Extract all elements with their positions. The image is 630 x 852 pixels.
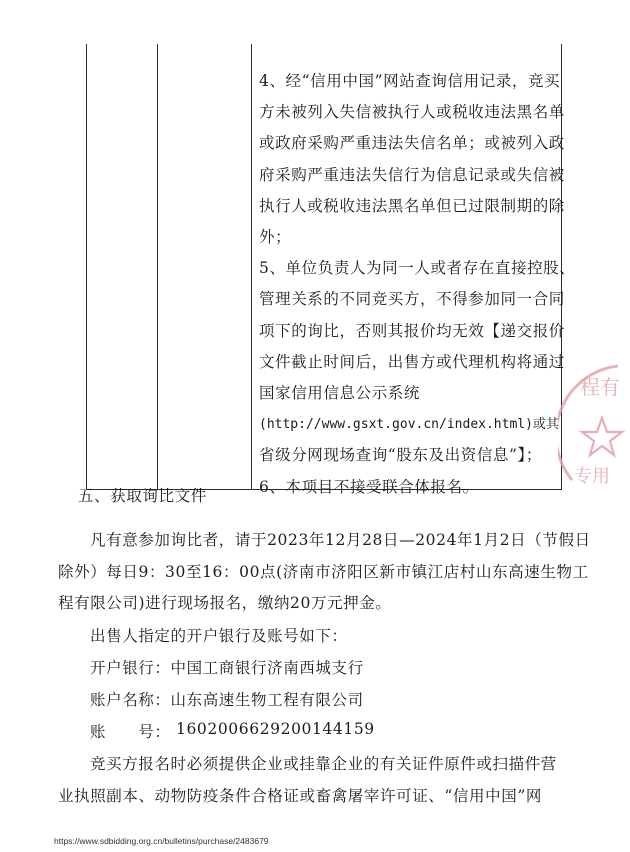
source-url: https://www.sdbidding.org.cn/bulletins/purchase/2483679 xyxy=(54,836,269,846)
bank-intro: 出售人指定的开户银行及账号如下： xyxy=(90,627,348,645)
table-column-divider xyxy=(251,44,252,489)
paragraph-line: 业执照副本、动物防疫条件合格证或畜禽屠宰许可证、“信用中国”网 xyxy=(58,787,542,805)
paragraph-line: 凡有意参加询比者，请于2023年12月28日—2024年1月2日（节假日 xyxy=(90,531,591,549)
requirements-cell xyxy=(259,66,576,503)
account-name-line: 账户名称：山东高速生物工程有限公司 xyxy=(90,691,364,709)
table-column-divider xyxy=(157,44,158,489)
company-seal xyxy=(558,360,630,500)
seal-text-top: 程有 xyxy=(580,375,620,399)
cell-line: 管理关系的不同竞买方，不得参加同一合同 xyxy=(259,290,565,309)
cell-line: 府采购严重违法失信行为信息记录或失信被 xyxy=(259,165,565,184)
cell-line: 6、本项目不接受联合体报名。 xyxy=(259,477,479,496)
bank-name-line: 开户银行：中国工商银行济南西城支行 xyxy=(90,659,364,677)
cell-line: 外； xyxy=(259,228,292,247)
seal-text-bottom: 专用 xyxy=(574,466,610,487)
cell-line-url: (http://www.gsxt.gov.cn/index.html)或其 xyxy=(259,417,559,433)
account-label: 账 号： xyxy=(90,723,171,741)
section-heading: 五、获取询比文件 xyxy=(78,487,207,505)
cell-line: 5、单位负责人为同一人或者存在直接控股、 xyxy=(259,259,576,278)
cell-line: 文件截止时间后，出售方或代理机构将通过 xyxy=(259,352,565,371)
account-number: 1602006629200144159 xyxy=(176,720,375,738)
cell-line: 方未被列入失信被执行人或税收违法黑名单 xyxy=(259,103,565,122)
paragraph-line: 除外）每日9：30至16：00点(济南市济阳区新市镇江店村山东高速生物工 xyxy=(58,563,589,581)
paragraph-line: 程有限公司)进行现场报名，缴纳20万元押金。 xyxy=(58,594,392,612)
cell-line: 国家信用信息公示系统 xyxy=(259,384,421,403)
cell-line: 执行人或税收违法黑名单但已过限制期的除 xyxy=(259,196,565,215)
cell-line: 项下的询比，否则其报价均无效【递交报价 xyxy=(259,321,565,340)
cell-line: 或政府采购严重违法失信名单；或被列入政 xyxy=(259,134,565,153)
paragraph-line: 竞买方报名时必须提供企业或挂靠企业的有关证件原件或扫描件营 xyxy=(90,755,557,773)
requirements-table xyxy=(86,44,576,496)
cell-line: 省级分网现场查询“股东及出资信息”】； xyxy=(259,446,542,465)
cell-line: 4、经“信用中国”网站查询信用记录，竞买 xyxy=(259,72,561,90)
